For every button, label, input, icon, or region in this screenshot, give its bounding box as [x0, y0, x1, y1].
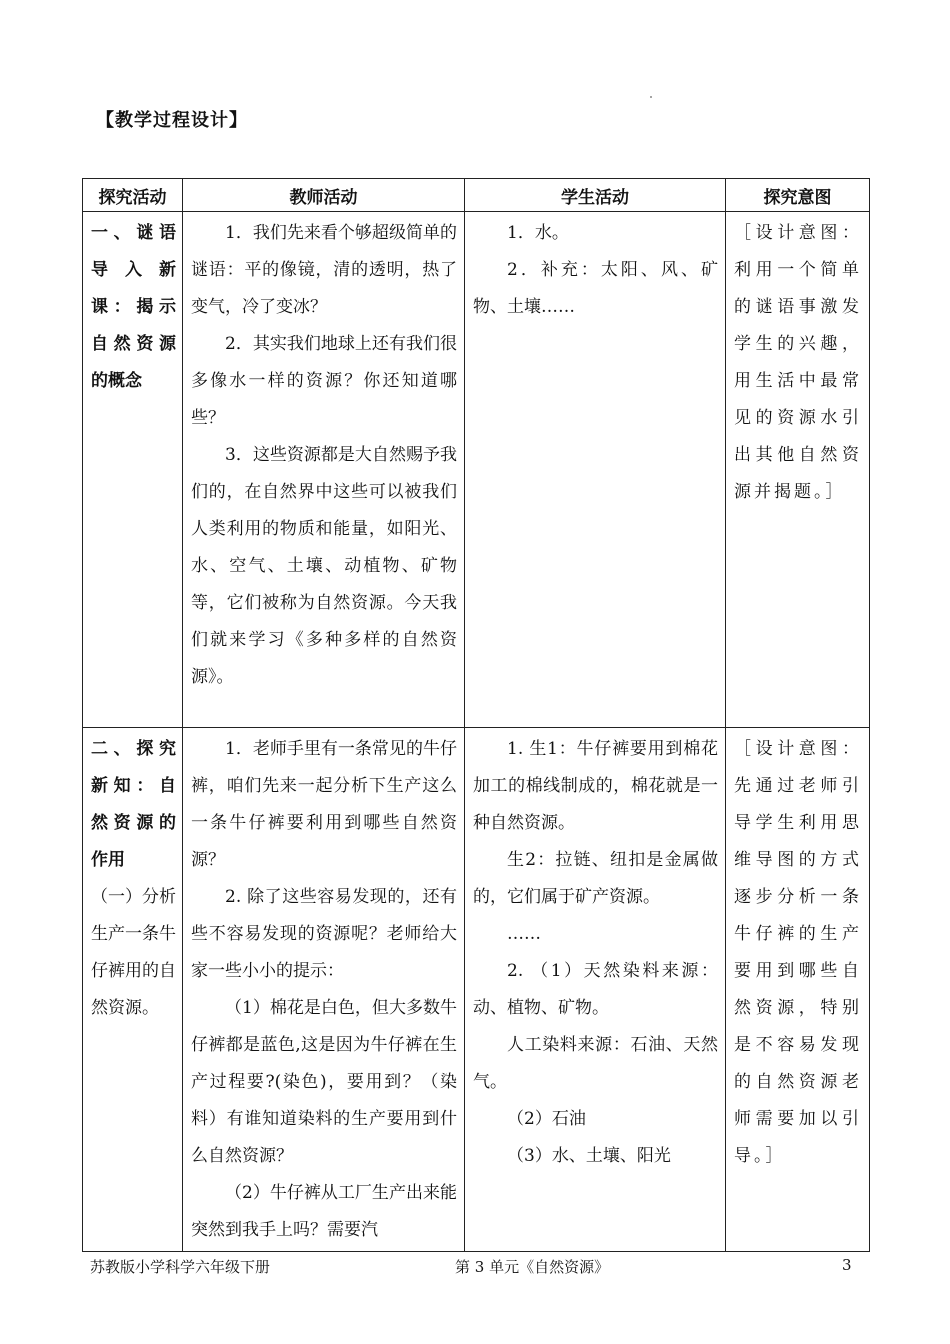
header-student: 学生活动: [465, 179, 726, 212]
table-header-row: [83, 179, 870, 212]
student-paragraph: 人工染料来源：石油、天然气。: [473, 1035, 718, 1092]
student-paragraph: （3）水、土壤、阳光: [507, 1146, 671, 1166]
student-paragraph: 1. 生1：牛仔裤要用到棉花加工的棉线制成的，棉花就是一种自然资源。: [473, 739, 718, 833]
table-row: [83, 728, 870, 1252]
header-intent: 探究意图: [726, 179, 870, 212]
activity-cell: [83, 212, 183, 728]
section-heading: 【教学过程设计】: [96, 110, 248, 131]
activity-subtitle: （一）分析生产一条牛仔裤用的自然资源。: [91, 887, 176, 1018]
stray-dot: [650, 96, 652, 98]
intent-cell: [726, 212, 870, 728]
student-paragraph: 2. （1）天然染料来源：动、植物、矿物。: [473, 961, 718, 1018]
intent-cell: [726, 728, 870, 1252]
teacher-paragraph: 1．我们先来看个够超级简单的谜语：平的像镜，清的透明，热了变气，冷了变冰？: [191, 223, 457, 317]
activity-line: 一、谜语: [91, 223, 176, 243]
page-number: 3: [842, 1256, 852, 1274]
student-paragraph: 1．水。: [507, 223, 569, 243]
teacher-paragraph: 3．这些资源都是大自然赐予我们的，在自然界中这些可以被我们人类利用的物质和能量，如阳光、水、空气、土壤、动植物、矿物等，它们被称为自然资源。今天我们就来学习《多种多样的自然资源》。: [191, 445, 457, 687]
activity-line: 导 入 新: [91, 260, 176, 280]
header-activity: 探究活动: [83, 179, 183, 212]
activity-line: 新知：自: [91, 776, 176, 796]
activity-line: 作用: [91, 850, 125, 870]
activity-line: 自然资源: [91, 334, 176, 354]
student-cell: [465, 728, 726, 1252]
activity-cell: [83, 728, 183, 1252]
lesson-table: [82, 178, 870, 1252]
activity-line: 二、探究: [91, 739, 176, 759]
teacher-paragraph: （2）牛仔裤从工厂生产出来能突然到我手上吗？需要汽: [191, 1183, 457, 1240]
student-paragraph: 2．补充：太阳、风、矿物、土壤……: [473, 260, 718, 317]
activity-line: 然资源的: [91, 813, 176, 833]
student-paragraph: （2）石油: [507, 1109, 586, 1129]
header-teacher: 教师活动: [183, 179, 465, 212]
table-row: [83, 212, 870, 728]
footer-book-title: 苏教版小学科学六年级下册: [90, 1258, 271, 1276]
teacher-paragraph: （1）棉花是白色，但大多数牛仔裤都是蓝色,这是因为牛仔裤在生产过程要?(染色)，要用到？（染料）有谁知道染料的生产要用到什么自然资源？: [191, 998, 457, 1166]
student-paragraph: 生2：拉链、纽扣是金属做的，它们属于矿产资源。: [473, 850, 718, 907]
teacher-cell: [183, 728, 465, 1252]
intent-text: ［设计意图：先通过老师引导学生利用思维导图的方式逐步分析一条牛仔裤的生产要用到哪些自然资源，特别是不容易发现的自然资源老师需要加以引导。］: [734, 739, 862, 1166]
student-cell: [465, 212, 726, 728]
intent-text: ［设计意图：利用一个简单的谜语事激发学生的兴趣，用生活中最常见的资源水引出其他自然资源并揭题。］: [734, 223, 862, 502]
teacher-paragraph: 1．老师手里有一条常见的牛仔裤，咱们先来一起分析下生产这么一条牛仔裤要利用到哪些自然资源？: [191, 739, 457, 870]
teacher-paragraph: 2．其实我们地球上还有我们很多像水一样的资源？你还知道哪些？: [191, 334, 457, 428]
teacher-paragraph: 2. 除了这些容易发现的，还有些不容易发现的资源呢？老师给大家一些小小的提示：: [191, 887, 457, 981]
teacher-cell: [183, 212, 465, 728]
student-paragraph: ……: [507, 924, 541, 944]
activity-line: 的概念: [91, 371, 142, 391]
footer-unit-title: 第 3 单元《自然资源》: [455, 1258, 610, 1276]
activity-line: 课：揭示: [91, 297, 176, 317]
